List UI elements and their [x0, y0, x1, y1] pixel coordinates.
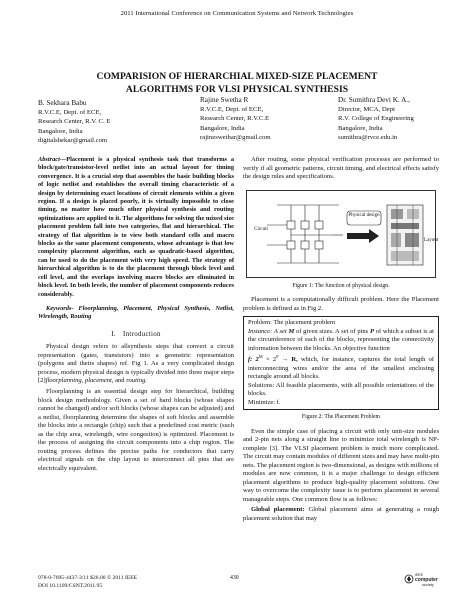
computer-society-logo-icon: [404, 570, 440, 590]
author-affiliation: Research Center, R.V. C. E: [38, 118, 111, 126]
author-email: rajineswethar@gmail.com: [200, 133, 271, 141]
circuit-schematic: [267, 205, 343, 263]
text-run-italic: P: [369, 327, 374, 335]
problem-minimize: Minimize: f.: [248, 398, 281, 406]
intro-paragraph: [38, 343, 234, 386]
left-column: [38, 156, 234, 473]
text-run-italic: floorplanning: [45, 377, 82, 385]
figure-1: [246, 190, 439, 278]
author-affiliation: R.V.C.E, Dept. of ECE,: [200, 106, 264, 114]
text-run: .: [145, 377, 147, 385]
text-run-italic: M: [288, 327, 295, 335]
footer-copyright: [38, 575, 137, 590]
author-location: Bangalore, India: [200, 124, 245, 132]
text-run: of given sizes. A set of pins: [294, 327, 370, 335]
problem-title: Problem: The placement problem: [248, 319, 336, 327]
text-run-bold: Global placement:: [251, 506, 305, 514]
figure-2-caption: Figure 2: The Placement Problem: [301, 413, 381, 420]
computer-society-logo: [404, 570, 440, 590]
text-run: and: [113, 377, 127, 385]
figure-label-layout: Layout: [424, 237, 439, 243]
logo-text-society: society: [422, 583, 434, 587]
title-line: ALGORITHMS FOR VLSI PHYSICAL SYNTHESIS: [125, 84, 349, 95]
author-name: Dr. Sumithra Devi K. A.,: [338, 96, 410, 104]
logo-text-ieee: IEEE: [415, 573, 423, 577]
physical-design-diagram: [247, 191, 437, 279]
intro-paragraph: Floorplanning is an essential design step for hierarchical, building block design methodology. Given a set of hard blocks (whose shapes cannot be changed) and/or soft blocks (whose shapes can be adjusted) and a netlist, floorplanning determine the shapes of soft blocks and assemble the blocks into a rectangle (chip) such that a predefined cost metric (such as the chip area, wirelength, wire congestion) is optimized. Placement is the process of assigning the circuit components into a chip region. The routing process defines the precise paths for conductors that carry electrical signals on the chip layout to interconnect all pins that are electrically equivalent.: [38, 388, 234, 472]
author-affiliation: Research Center, R.V.C.E: [200, 115, 270, 123]
figure-label-circuit: Circuit: [254, 226, 268, 232]
author-block: [200, 96, 310, 142]
text-run: of which a subset is at the circumference of each of the blocks, representing the connectivity information between the blocks. An objective function: [248, 327, 434, 352]
keywords: Keywords- Floorplanning, Placement, Physical Synthesis, Netlist, Wirelength, Routing: [38, 304, 234, 321]
superscript: M: [258, 354, 263, 360]
body-paragraph: After routing, some physical verification processes are performed to verify if all geometric patterns, circuit timing, and electrical effects satisfy the design rules and specifications.: [243, 156, 439, 181]
title-line: COMPARISION OF HIERARCHIAL MIXED-SIZE PLACEMENT: [96, 71, 378, 82]
page-number: 430: [230, 575, 239, 581]
author-location: Bangalore, India: [38, 127, 83, 135]
author-block: [38, 99, 158, 145]
abstract-text: —Placement is a physical synthesis task that transforms a block/gate/transistor-level netlist into an actual layout for timing convergence. It is a crucial step that assembles the basic building blocks of logic netlist and establishes the overall timing characteristic of a design by determining exact locations of circuit elements within a given region. If a design is placed poorly, it is virtually impossible to close timing, no matter how much other physical synthesis and routing optimizations are applied to it. The algorithms for solving the mixed size placement problem fall into two categories, flat and hierarchical. The strategy of flat algorithm is to view both standard cells and macro blocks as the same placement components, whose advantage is that low complexity placement algorithm, such as quadratic-based algorithm, can be used to do the placement with very high speed. The strategy of hierarchical algorithm is to do the placement through block level and cell level, and the overlaps involving macro blocks are eliminated in block level. In both levels, the number of placement components reduces considerably.: [38, 156, 234, 298]
text-run: which, for instance, captures the total length of interconnecting wires and/or the area of the smallest enclosing rectangle around all blocks.: [248, 356, 434, 381]
paper-title: [40, 70, 434, 96]
problem-solutions: Solutions: All feasible placements, with all possible orientations of the blocks.: [248, 381, 434, 398]
conference-header: 2011 International Conference on Communication Systems and Network Technologies: [120, 10, 354, 17]
problem-instance: [248, 328, 434, 353]
text-run-italic: f: 2: [248, 356, 259, 364]
author-affiliation: R.V. College of Engineering: [338, 115, 414, 123]
body-paragraph: [243, 506, 439, 523]
figure-1-caption: Figure 1: The function of physical design.: [292, 282, 390, 289]
author-location: Bangalore, India: [338, 124, 383, 132]
superscript: P: [276, 354, 279, 360]
problem-definition-box: [243, 316, 439, 410]
author-name: B. Sekhara Babu: [38, 99, 87, 107]
footer-isbn: 978-0-7695-4437-3/11 $26.00 © 2011 IEEE: [38, 575, 138, 581]
text-run-italic: placement,: [84, 377, 114, 385]
text-run: Physical design refers to allsynthesis steps that convert a circuit representation (gates, transistors) into a geometric representation (polygons and theirs shapes) ref. Fig 1. As a very complicated design process, modern physical design is typically divided into three major steps [2]: [38, 343, 234, 385]
text-run: Global placement aims at generating a rough placement solution that may: [243, 506, 440, 522]
text-run: × 2: [262, 356, 277, 364]
author-email: sumithra@rvce.edu.in: [338, 133, 398, 141]
abstract: [38, 156, 234, 299]
text-run-bold: → R,: [278, 356, 298, 364]
author-affiliation: R.V.C.E, Dept. of ECE,: [38, 109, 102, 117]
text-run: ,: [81, 377, 85, 385]
layout-drawing: [387, 205, 423, 265]
section-heading-introduction: I. Introduction: [111, 330, 161, 338]
arrow-icon: [347, 229, 379, 243]
text-run-italic: routing: [126, 377, 146, 385]
text-run-italic: Instance: A set: [248, 327, 289, 335]
body-paragraph: Placement is a computationally difficult problem. Here the Placement problem is defined as in Fig 2.: [243, 296, 439, 312]
footer-doi: DOI 10.1109/CSNT.2011.95: [38, 582, 103, 589]
abstract-lead: Abstract: [38, 156, 60, 163]
figure-label-physical-design: Physical design: [348, 212, 380, 218]
author-email: digitalshekar@gmail.com: [38, 136, 108, 144]
logo-text-computer: computer: [415, 577, 438, 583]
right-column: [243, 156, 439, 524]
author-affiliation: Director, MCA, Dept: [338, 106, 395, 114]
author-block: [338, 96, 453, 142]
body-paragraph: Even the simple case of placing a circuit with only unit-size modules and 2-pin nets along a straight line to minimize total wirelength is NP-complete [3]. The VLSI placement problem is much more complicated. The circuit may contain modules of different sizes and may have multi-pin nets. The placement region is two-dimensional, as designs with millions of modules are now common, it is a major challenge to design efficient placement algorithms to produce high-quality placement solutions. One way to overcome the complexity issue is to perform placement in several manageable steps. One common flow is as follows:: [243, 427, 439, 503]
problem-objective: [248, 353, 434, 382]
author-name: Rajine Swetha R: [200, 96, 249, 104]
